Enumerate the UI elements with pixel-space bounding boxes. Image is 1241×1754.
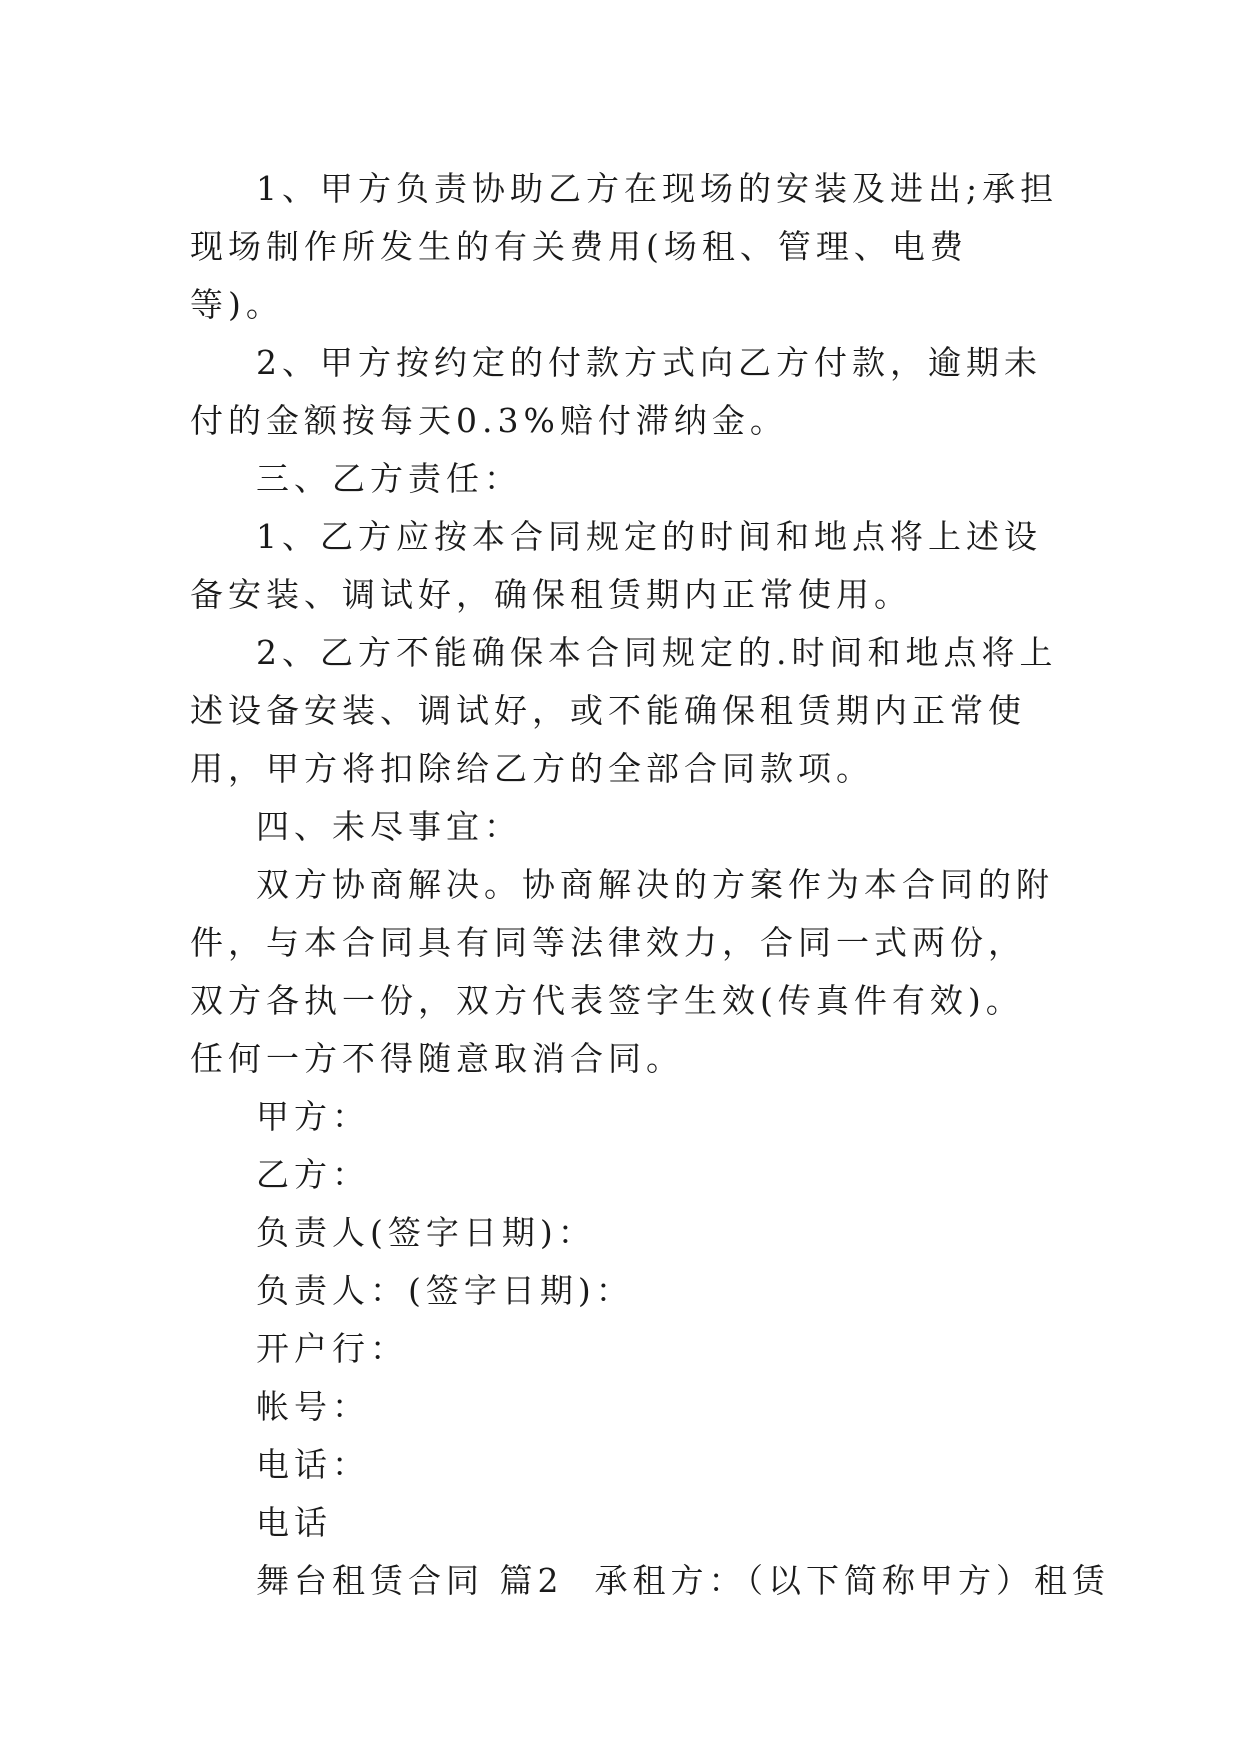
signature-party-a: 甲方：	[256, 1097, 370, 1136]
document-body	[190, 160, 1110, 1610]
clause-party-a-duty-2: 2、甲方按约定的付款方式向乙方付款，逾期未付的金额按每天0.3%赔付滞纳金。	[190, 343, 1042, 440]
clause-party-a-duty-1: 1、甲方负责协助乙方在现场的安装及进出;承担现场制作所发生的有关费用(场租、管理、电费等)。	[190, 169, 1059, 324]
section-heading-other-matters: 四、未尽事宜：	[256, 807, 522, 846]
next-contract-heading: 舞台租赁合同 篇2 承租方：（以下简称甲方）租赁	[256, 1561, 1110, 1600]
signature-responsible-person-b: 负责人：(签字日期)：	[256, 1271, 634, 1310]
signature-responsible-person-a: 负责人(签字日期)：	[256, 1213, 596, 1252]
bank-field: 开户行：	[256, 1329, 408, 1368]
clause-party-b-duty-2: 2、乙方不能确保本合同规定的.时间和地点将上述设备安装、调试好，或不能确保租赁期内正常使用，甲方将扣除给乙方的全部合同款项。	[190, 633, 1058, 788]
signature-party-b: 乙方：	[256, 1155, 370, 1194]
clause-other-matters: 双方协商解决。协商解决的方案作为本合同的附件，与本合同具有同等法律效力，合同一式两份，双方各执一份，双方代表签字生效(传真件有效)。任何一方不得随意取消合同。	[190, 865, 1054, 1078]
clause-party-b-duty-1: 1、乙方应按本合同规定的时间和地点将上述设备安装、调试好，确保租赁期内正常使用。	[190, 517, 1042, 614]
section-heading-party-b: 三、乙方责任：	[256, 459, 522, 498]
phone-field-b: 电话	[256, 1503, 332, 1542]
phone-field-a: 电话：	[256, 1445, 370, 1484]
account-field: 帐号：	[256, 1387, 370, 1426]
